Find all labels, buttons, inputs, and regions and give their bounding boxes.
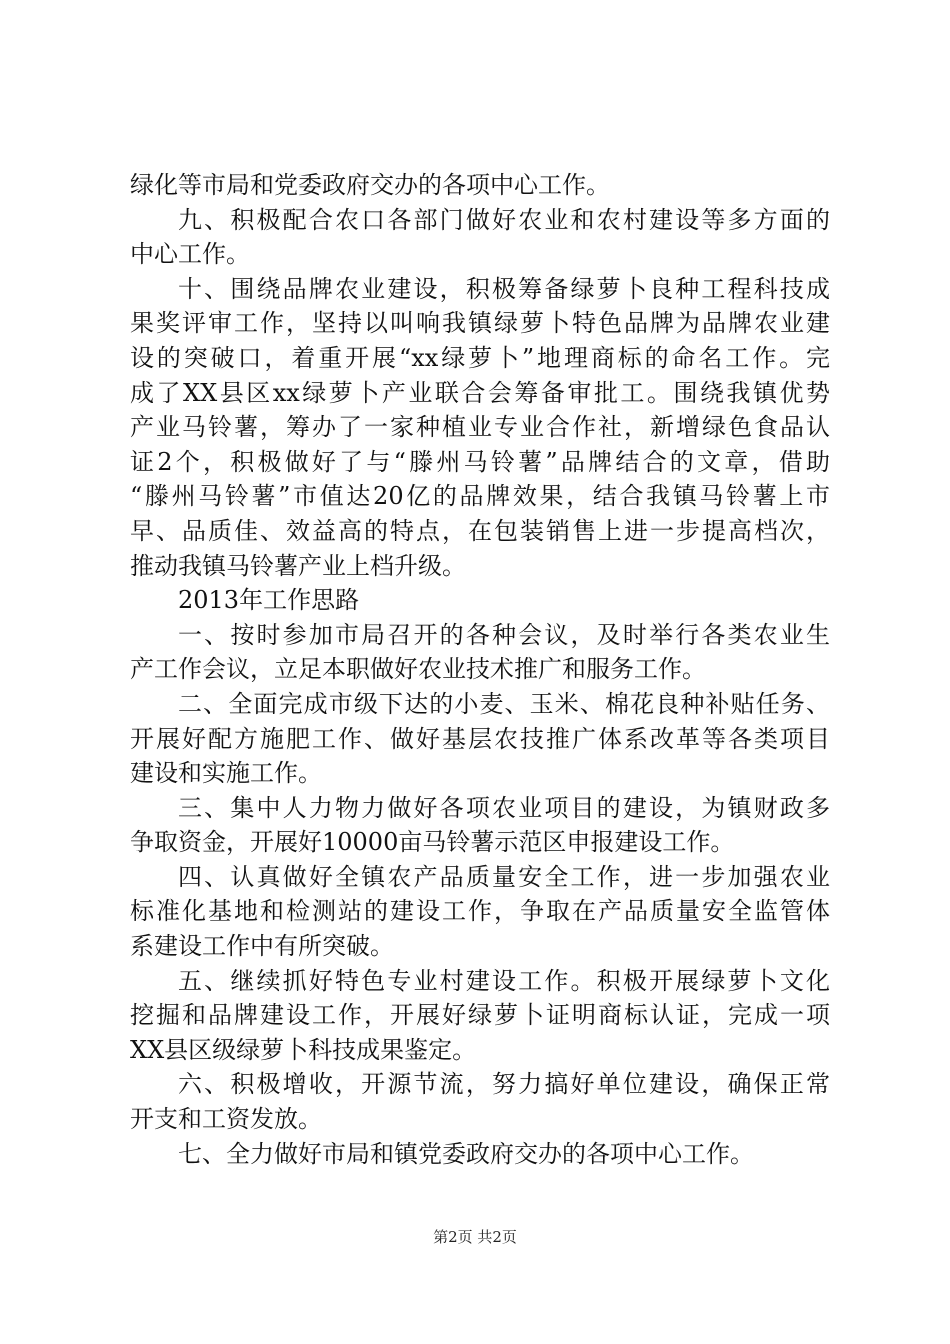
text-line: 中心工作。: [130, 240, 250, 269]
text-line: 绿化等市局和党委政府交办的各项中心工作。: [130, 171, 610, 199]
text-line: 七、全力做好市局和镇党委政府交办的各项中心工作。: [178, 1139, 754, 1168]
text-line: 六、积极增收，开源节流，努力搞好单位建设，确保正常: [178, 1070, 830, 1099]
paragraph: [130, 583, 830, 618]
paragraph: [130, 272, 830, 583]
text-line: XX县区级绿萝卜科技成果鉴定。: [130, 1035, 477, 1064]
page-footer: [0, 1227, 950, 1247]
paragraph: [130, 1067, 830, 1136]
text-line: “滕州马铃薯”市值达20亿的品牌效果，结合我镇马铃薯上市: [130, 482, 830, 511]
text-line: 建设和实施工作。: [130, 759, 322, 788]
text-line: 证2个，积极做好了与“滕州马铃薯”品牌结合的文章，借助: [130, 447, 830, 476]
text-line: 三、集中人力物力做好各项农业项目的建设，为镇财政多: [178, 793, 830, 822]
text-line: 果奖评审工作，坚持以叫响我镇绿萝卜特色品牌为品牌农业建: [130, 309, 830, 338]
text-line: 产业马铃薯，筹办了一家种植业专业合作社，新增绿色食品认: [130, 413, 830, 442]
text-line: 早、品质佳、效益高的特点，在包装销售上进一步提高档次，: [130, 516, 830, 545]
paragraph: [130, 168, 830, 203]
paragraph: [130, 964, 830, 1068]
text-line: 2013年工作思路: [178, 586, 360, 615]
text-line: 四、认真做好全镇农产品质量安全工作，进一步加强农业: [178, 862, 830, 891]
text-line: 开展好配方施肥工作、做好基层农技推广体系改革等各类项目: [130, 724, 830, 753]
text-line: 系建设工作中有所突破。: [130, 932, 394, 961]
text-line: 开支和工资发放。: [130, 1105, 322, 1134]
page-number-label: 第2页 共2页: [433, 1228, 517, 1246]
text-line: 推动我镇马铃薯产业上档升级。: [130, 551, 466, 580]
text-line: 十、围绕品牌农业建设，积极筹备绿萝卜良种工程科技成: [178, 274, 830, 303]
text-line: 成了XX县区xx绿萝卜产业联合会筹备审批工。围绕我镇优势: [130, 378, 830, 407]
text-line: 挖掘和品牌建设工作，开展好绿萝卜证明商标认证，完成一项: [130, 1001, 830, 1030]
paragraph: [130, 687, 830, 791]
text-line: 五、继续抓好特色专业村建设工作。积极开展绿萝卜文化: [178, 966, 830, 995]
text-line: 设的突破口，着重开展“xx绿萝卜”地理商标的命名工作。完: [130, 343, 830, 372]
paragraph: [130, 791, 830, 860]
text-line: 二、全面完成市级下达的小麦、玉米、棉花良种补贴任务、: [178, 689, 830, 718]
text-line: 争取资金，开展好10000亩马铃薯示范区申报建设工作。: [130, 828, 735, 857]
text-line: 九、积极配合农口各部门做好农业和农村建设等多方面的: [178, 205, 830, 234]
text-line: 产工作会议，立足本职做好农业技术推广和服务工作。: [130, 655, 706, 684]
paragraph: [130, 203, 830, 272]
text-line: 一、按时参加市局召开的各种会议，及时举行各类农业生: [178, 620, 830, 649]
paragraph: [130, 618, 830, 687]
paragraph: [130, 1137, 830, 1172]
document-body: [130, 168, 830, 1171]
paragraph: [130, 860, 830, 964]
text-line: 标准化基地和检测站的建设工作，争取在产品质量安全监管体: [130, 897, 830, 926]
